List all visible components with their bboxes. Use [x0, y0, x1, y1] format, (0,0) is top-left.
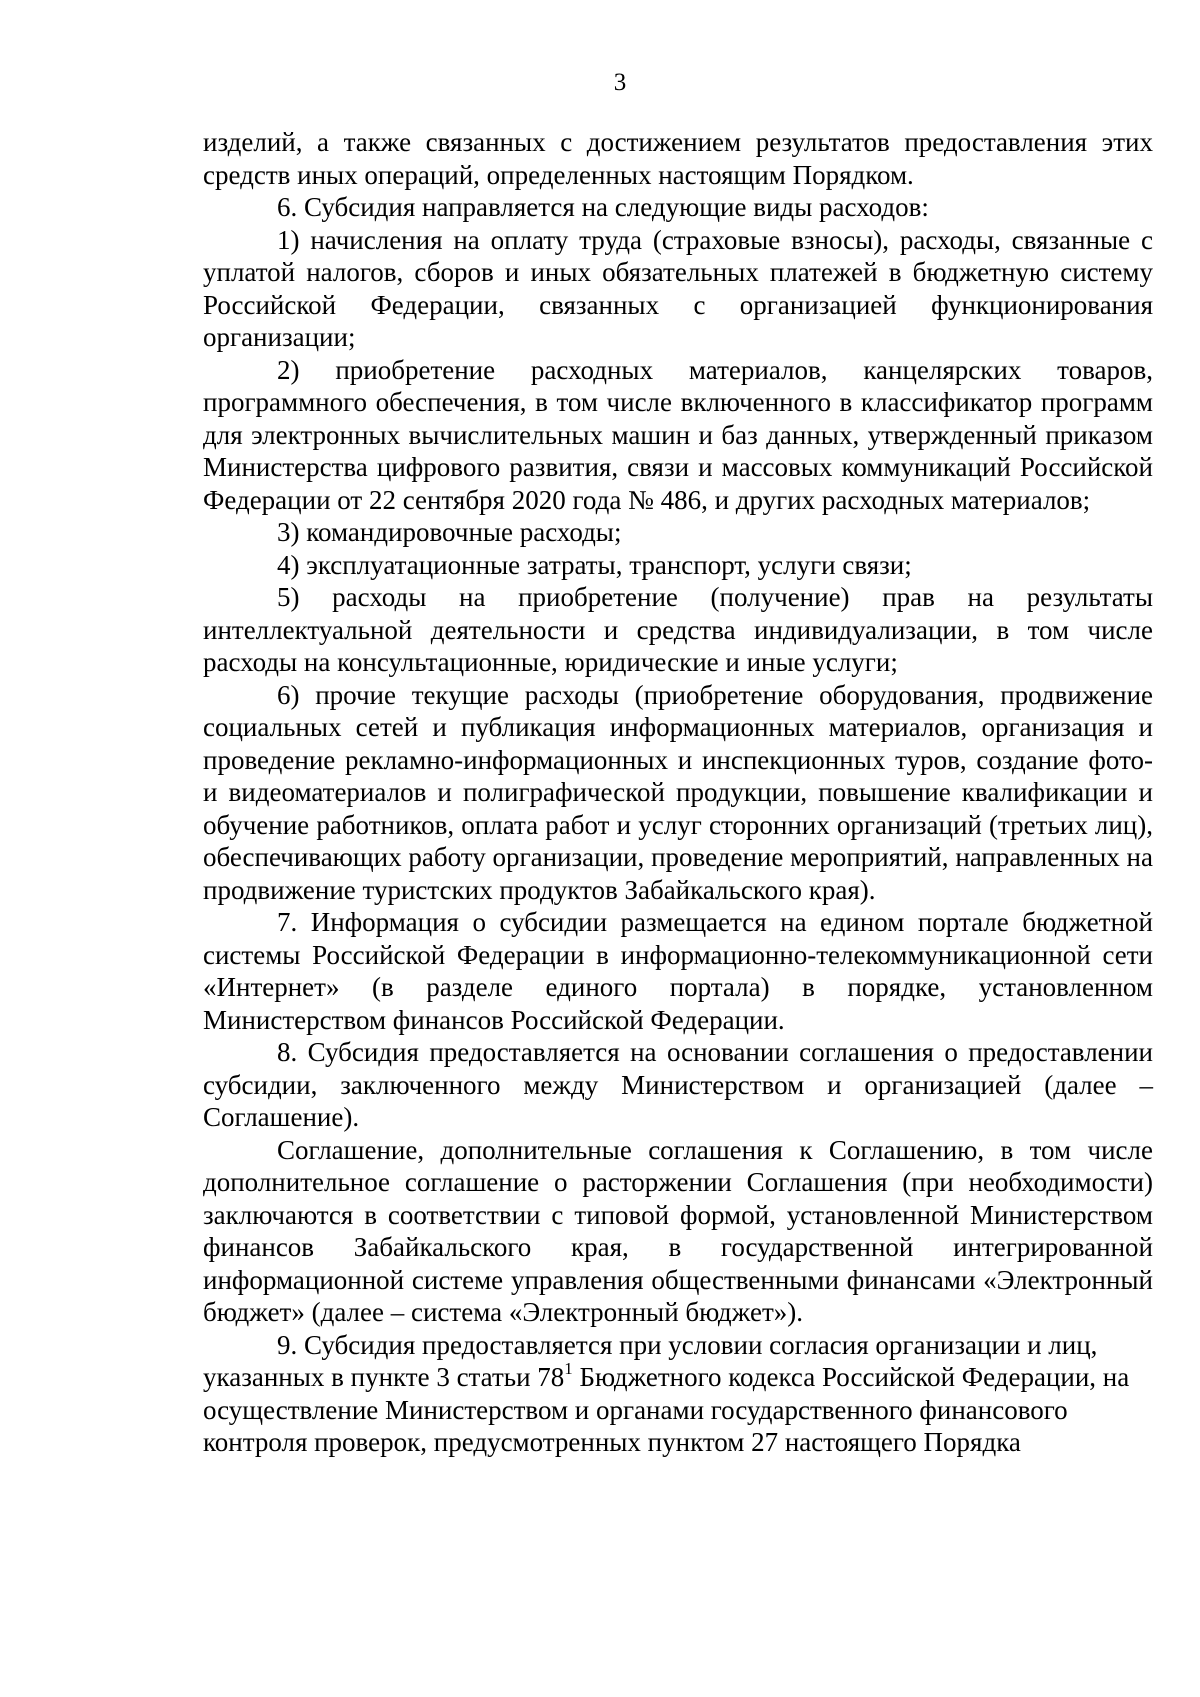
paragraph-subitem-3: 3) командировочные расходы; — [277, 517, 622, 547]
superscript: 1 — [564, 1359, 573, 1378]
paragraph-item-9-end: Бюджетного кодекса Российской Федерации, на осуществление Министерством и органами государственного финансового контроля проверок, предусмотренных пунктом 27 настоящего Порядка — [203, 1362, 1130, 1457]
paragraph-agreement: Соглашение, дополнительные соглашения к Соглашению, в том числе дополнительное соглашение о расторжении Соглашения (при необходимости) заключаются в соответствии с типовой формой, установленной Министерством финансов Забайкальского края, в государственной интегрированной информационной системе управления общественными финансами «Электронный бюджет» (далее – система «Электронный бюджет»). — [203, 1134, 1153, 1327]
document-body — [203, 126, 1153, 1459]
paragraph-item-8: 8. Субсидия предоставляется на основании соглашения о предоставлении субсидии, заключенного между Министерством и организацией (далее – Соглашение). — [203, 1037, 1153, 1132]
paragraph-subitem-6: 6) прочие текущие расходы (приобретение оборудования, продвижение социальных сетей и публикация информационных материалов, организация и проведение рекламно-информационных и инспекционных туров, создание фото- и видеоматериалов и полиграфической продукции, повышение квалификации и обучение работников, оплата работ и услуг сторонних организаций (третьих лиц), обеспечивающих работу организации, проведение мероприятий, направленных на продвижение туристских продуктов Забайкальского края). — [203, 679, 1153, 905]
paragraph-item-9-start: 9. Субсидия предоставляется при условии согласия организации и лиц, указанных в пункте 3 статьи 78 — [203, 1329, 1098, 1392]
paragraph-item-9 — [203, 1329, 1153, 1459]
paragraph-subitem-5: 5) расходы на приобретение (получение) прав на результаты интеллектуальной деятельности и средства индивидуализации, в том числе расходы на консультационные, юридические и иные услуги; — [203, 582, 1153, 677]
page-number: 3 — [613, 69, 627, 96]
paragraph-subitem-4: 4) эксплуатационные затраты, транспорт, услуги связи; — [277, 549, 912, 580]
paragraph-subitem-2: 2) приобретение расходных материалов, канцелярских товаров, программного обеспечения, в том числе включенного в классификатор программ для электронных вычислительных машин и баз данных, утвержденный приказом Министерства цифрового развития, связи и массовых коммуникаций Российской Федерации от 22 сентября 2020 года № 486, и других расходных материалов; — [203, 354, 1153, 515]
paragraph-subitem-1: 1) начисления на оплату труда (страховые взносы), расходы, связанные с уплатой налогов, сборов и иных обязательных платежей в бюджетную систему Российской Федерации, связанных с организацией функционирования организации; — [203, 224, 1153, 352]
paragraph-continuation: изделий, а также связанных с достижением результатов предоставления этих средств иных операций, определенных настоящим Порядком. — [203, 127, 1153, 190]
paragraph-item-6: 6. Субсидия направляется на следующие виды расходов: — [277, 192, 929, 222]
paragraph-item-7: 7. Информация о субсидии размещается на едином портале бюджетной системы Российской Федерации в информационно-телекоммуникационной сети «Интернет» (в разделе единого портала) в порядке, установленном Министерством финансов Российской Федерации. — [203, 907, 1153, 1035]
